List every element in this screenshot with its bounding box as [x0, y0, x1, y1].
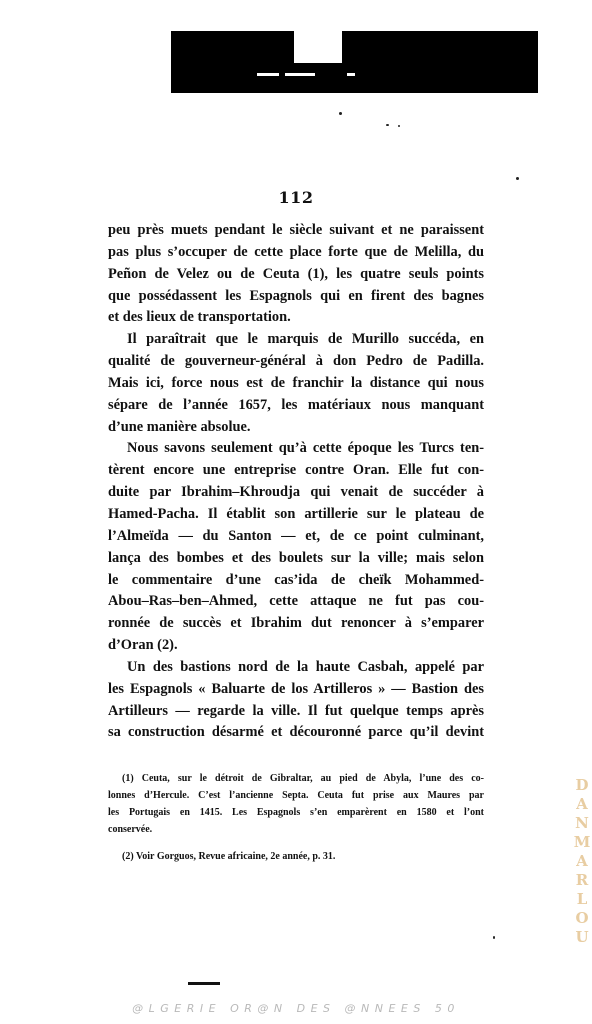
- footnotes: [108, 770, 484, 865]
- text-line: l’Almeïda — du Santon — et, de ce point culminant,: [108, 527, 484, 544]
- bar-notch: [294, 31, 342, 63]
- paragraph: [108, 657, 484, 744]
- text-line: le commentaire d’une cas’ida de cheïk Mohammed-: [108, 571, 484, 588]
- text-line: sa construction désarmé et découronné parce qu’il devint: [108, 724, 484, 741]
- text-line: que possédassent les Espagnols qui en firent des bagnes: [108, 287, 484, 304]
- paragraph: [108, 438, 484, 656]
- text-line: d’une manière absolue.: [108, 418, 251, 435]
- text-line: Peñon de Velez ou de Ceuta (1), les quatre seuls points: [108, 265, 484, 282]
- text-line: et des lieux de transportation.: [108, 309, 291, 326]
- footnote-line: (2) Voir Gorguos, Revue africaine, 2e année, p. 31.: [122, 851, 336, 862]
- text-line: Nous savons seulement qu’à cette époque les Turcs ten-: [127, 440, 484, 457]
- text-line: sépare de l’année 1657, les matériaux nous manquant: [108, 396, 484, 413]
- scan-speck: [398, 125, 400, 127]
- scan-speck: [339, 112, 342, 115]
- text-line: Un des bastions nord de la haute Casbah, appelé par: [127, 658, 484, 675]
- scan-speck: [516, 177, 519, 180]
- text-line: Mais ici, force nous est de franchir la distance qui nous: [108, 374, 484, 391]
- text-line: pas plus s’occuper de cette place forte que de Melilla, du: [108, 243, 484, 260]
- text-line: les Espagnols « Baluarte de los Artilleros » — Bastion des: [108, 680, 484, 697]
- paragraph: [108, 220, 484, 329]
- side-watermark: DANMARLOU: [573, 776, 591, 947]
- page-number: 112: [278, 188, 314, 207]
- text-line: Hamed-Pacha. Il établit son artillerie sur le plateau de: [108, 505, 484, 522]
- footnote: [108, 770, 484, 838]
- text-line: duite par Ibrahim–Khroudja qui venait de succéder à: [108, 484, 484, 501]
- footnote-line: (1) Ceuta, sur le détroit de Gibraltar, au pied de Abyla, l’une des co-: [122, 773, 484, 784]
- bottom-watermark: @LGERIE OR@N DES @NNEES 50: [132, 1002, 460, 1015]
- text-line: Artilleurs — regarde la ville. Il fut quelque temps après: [108, 702, 484, 719]
- text-line: lança des bombes et des boulets sur la ville; mais selon: [108, 549, 484, 566]
- scan-speck: [386, 124, 389, 126]
- text-line: tèrent encore une entreprise contre Oran. Elle fut con-: [108, 462, 484, 479]
- scan-speck: [493, 936, 495, 939]
- text-line: qualité de gouverneur-général à don Pedro de Padilla.: [108, 353, 484, 370]
- bar-streak: [347, 73, 355, 76]
- scan-dash-mark: [188, 982, 220, 985]
- footnote-line: lonnes d’Hercule. C’est l’ancienne Septa. Ceuta fut prise aux Maures par: [108, 790, 484, 801]
- text-line: Abou–Ras–ben–Ahmed, cette attaque ne fut pas cou-: [108, 593, 484, 610]
- bar-streak: [285, 73, 315, 76]
- footnote-line: conservée.: [108, 824, 153, 835]
- text-line: d’Oran (2).: [108, 637, 178, 654]
- body-text: [108, 220, 484, 744]
- redaction-bar: [171, 31, 538, 93]
- text-line: peu près muets pendant le siècle suivant et ne paraissent: [108, 222, 484, 238]
- text-line: Il paraîtrait que le marquis de Murillo succéda, en: [127, 331, 484, 348]
- footnote-line: les Portugais en 1415. Les Espagnols s’en emparèrent en 1580 et l’ont: [108, 807, 484, 818]
- text-line: ronnée de succès et Ibrahim dut renoncer à s’emparer: [108, 615, 484, 632]
- paragraph: [108, 329, 484, 438]
- footnote: [108, 848, 484, 865]
- bar-streak: [257, 73, 279, 76]
